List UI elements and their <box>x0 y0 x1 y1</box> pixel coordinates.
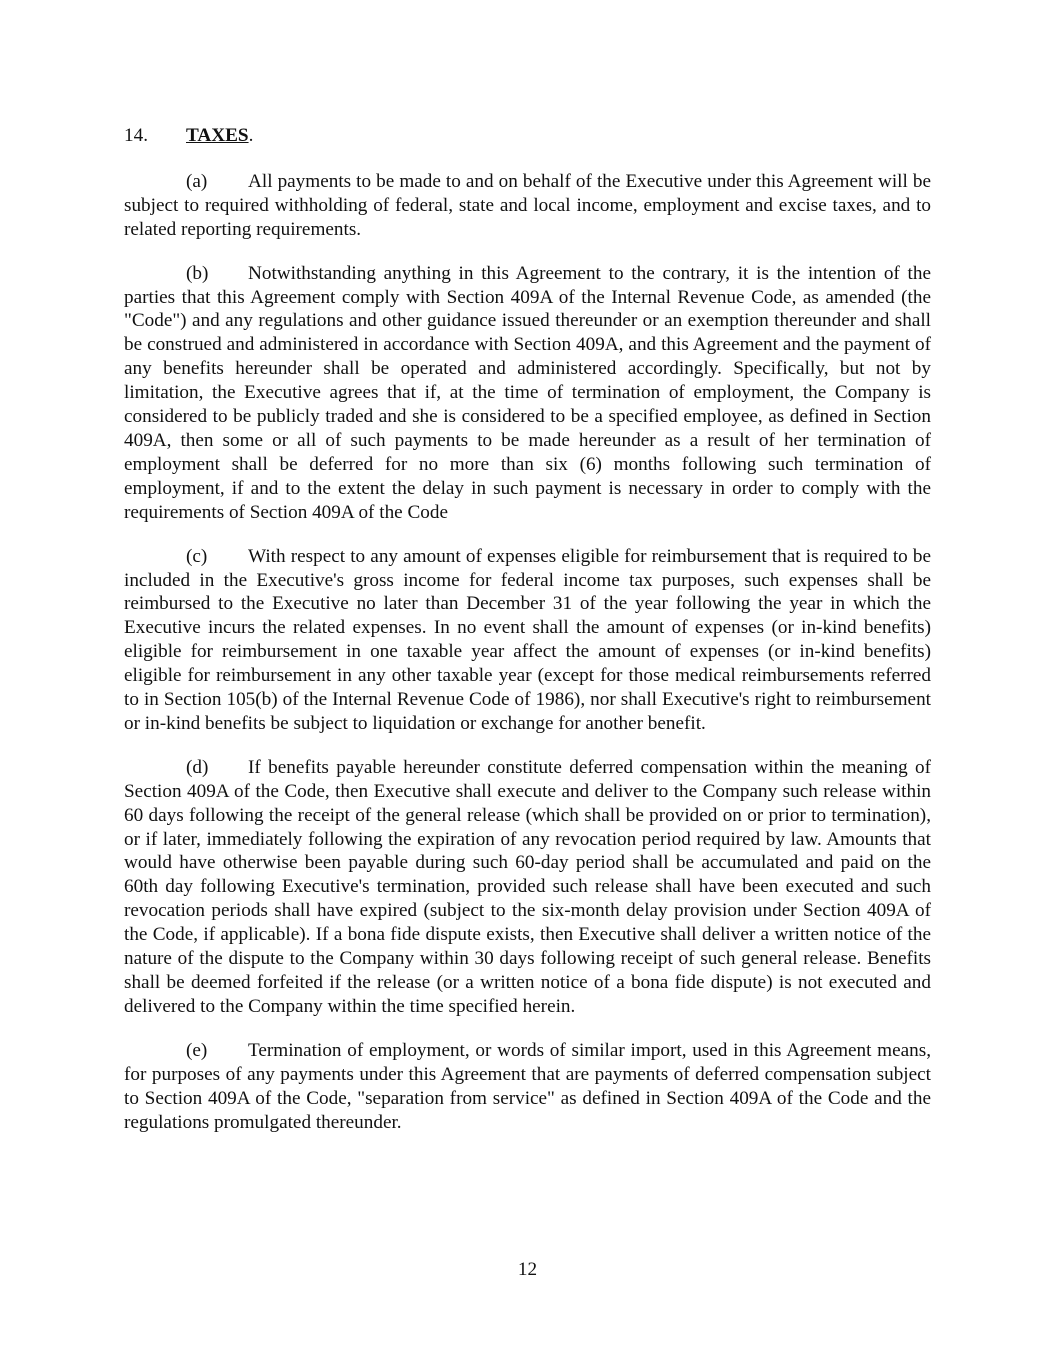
paragraph-label: (b) <box>186 262 209 284</box>
paragraph-label: (a) <box>186 170 208 192</box>
paragraph-e <box>124 1039 931 1135</box>
paragraph-label: (c) <box>186 545 208 567</box>
paragraph-c <box>124 545 931 736</box>
section-title: TAXES <box>186 125 249 146</box>
paragraph-b <box>124 262 931 525</box>
paragraph-a <box>124 170 931 242</box>
paragraph-text: With respect to any amount of expenses eligible for reimbursement that is required to be included in the Executive's gross income for federal income tax purposes, such expenses shall be reimbursed to the Executive no later than December 31 of the year following the year in which the Executive incurs the related expenses. In no event shall the amount of expenses (or in-kind benefits) eligible for reimbursement in one taxable year affect the amount of expenses (or in-kind benefits) eligible for reimbursement in any other taxable year (except for those medical reimbursements referred to in Section 105(b) of the Internal Revenue Code of 1986), nor shall Executive's right to reimbursement or in-kind benefits be subject to liquidation or exchange for another benefit. <box>124 545 931 734</box>
paragraph-text: All payments to be made to and on behalf of the Executive under this Agreement will be subject to required withholding of federal, state and local income, employment and excise taxes, and to related reporting requirements. <box>124 170 931 240</box>
section-number: 14. <box>124 125 148 146</box>
paragraph-text: Termination of employment, or words of similar import, used in this Agreement means, for purposes of any payments under this Agreement that are payments of deferred compensation subject to Section 409A of the Code, "separation from service" as defined in Section 409A of the Code and the regulations promulgated thereunder. <box>124 1039 931 1133</box>
paragraph-d <box>124 756 931 1019</box>
document-page <box>124 124 931 1154</box>
section-heading <box>124 124 931 148</box>
paragraph-label: (e) <box>186 1039 208 1061</box>
section-title-period: . <box>248 125 254 146</box>
paragraph-label: (d) <box>186 756 209 778</box>
paragraph-text: If benefits payable hereunder constitute deferred compensation within the meaning of Section 409A of the Code, then Executive shall execute and deliver to the Company such release within 60 days following the receipt of the general release (which shall be provided on or prior to termination), or if later, immediately following the expiration of any revocation period required by law. Amounts that would have otherwise been payable during such 60-day period shall be accumulated and paid on the 60th day following Executive's termination, provided such release shall have been executed and such revocation periods shall have expired (subject to the six-month delay provision under Section 409A of the Code, if applicable). If a bona fide dispute exists, then Executive shall deliver a written notice of the nature of the dispute to the Company within 30 days following receipt of such general release. Benefits shall be deemed forfeited if the release (or a written notice of a bona fide dispute) is not executed and delivered to the Company within the time specified herein. <box>124 756 931 1017</box>
paragraph-text: Notwithstanding anything in this Agreement to the contrary, it is the intention of the parties that this Agreement comply with Section 409A of the Internal Revenue Code, as amended (the "Code") and any regulations and other guidance issued thereunder or an exemption thereunder and shall be construed and administered in accordance with Section 409A, and this Agreement and the payment of any benefits hereunder shall be operated and administered accordingly. Specifically, but not by limitation, the Executive agrees that if, at the time of termination of employment, the Company is considered to be publicly traded and she is considered to be a specified employee, as defined in Section 409A, then some or all of such payments to be made hereunder as a result of her termination of employment shall be deferred for no more than six (6) months following such termination of employment, if and to the extent the delay in such payment is necessary in order to comply with the requirements of Section 409A of the Code <box>124 262 931 523</box>
page-number: 12 <box>517 1259 538 1280</box>
